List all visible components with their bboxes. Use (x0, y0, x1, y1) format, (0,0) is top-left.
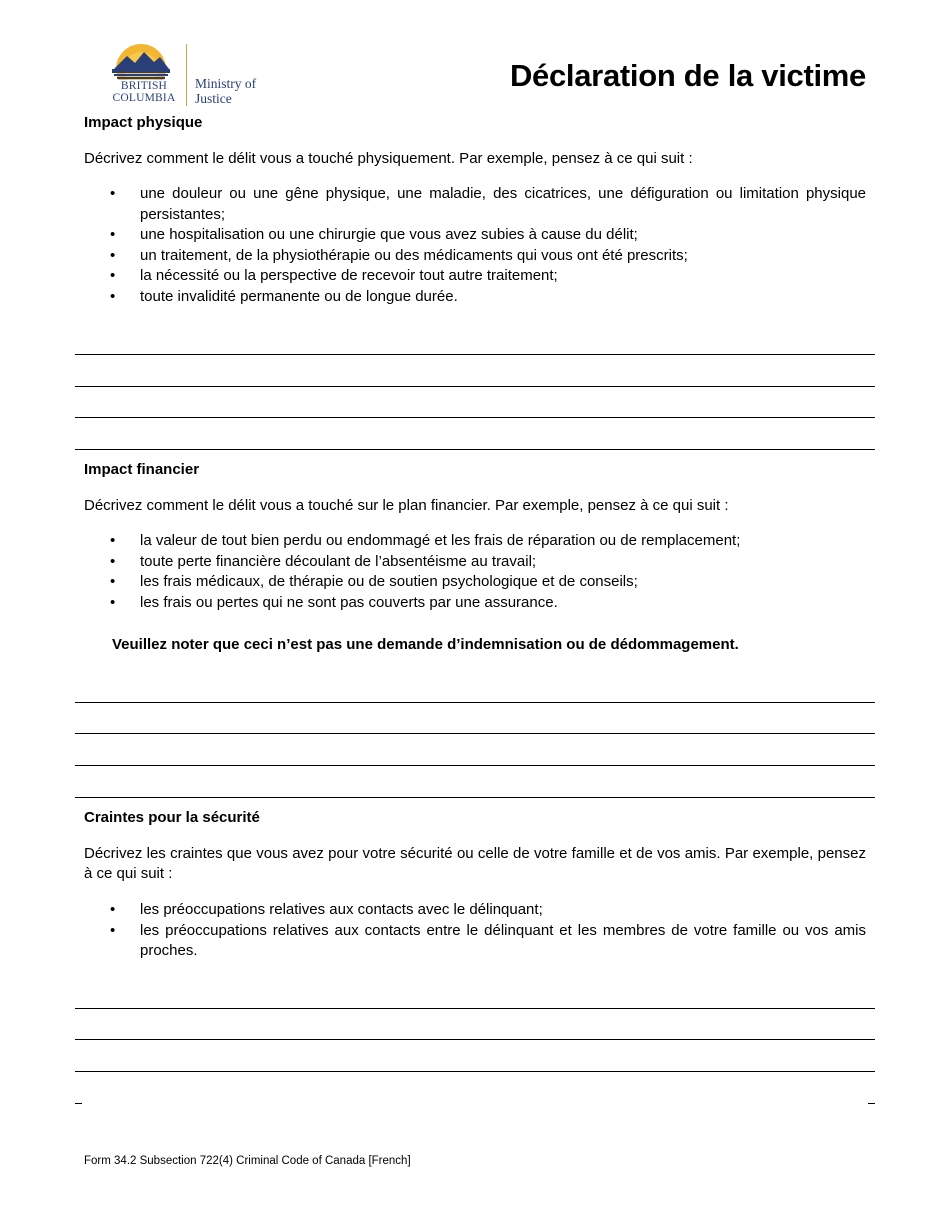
section-divider (75, 449, 875, 450)
section-heading-safety: Craintes pour la sécurité (84, 809, 260, 826)
list-item-text: un traitement, de la physiothérapie ou des médicaments qui vous ont été prescrits; (140, 246, 688, 264)
list-item-text: les frais ou pertes qui ne sont pas couverts par une assurance. (140, 593, 558, 611)
list-item (84, 572, 866, 593)
corner-mark-left (75, 1103, 82, 1104)
list-item (84, 552, 866, 573)
list-item (84, 921, 866, 962)
writing-line[interactable] (75, 1008, 875, 1009)
bullet-icon: • (110, 573, 116, 591)
writing-line[interactable] (75, 733, 875, 734)
writing-line[interactable] (75, 417, 875, 418)
list-item (84, 246, 866, 267)
list-item-text: les préoccupations relatives aux contacts entre le délinquant et les membres de votre famille ou vos amis proches. (140, 921, 866, 960)
bc-logo-line1: BRITISH (120, 80, 168, 92)
list-item-text: toute perte financière découlant de l’absentéisme au travail; (140, 552, 537, 570)
bullet-icon: • (110, 246, 116, 264)
list-item (84, 531, 866, 552)
section-intro-physical: Décrivez comment le délit vous a touché physiquement. Par exemple, pensez à ce qui suit : (84, 150, 693, 167)
bc-logo-text (106, 80, 182, 104)
list-item-text: une douleur ou une gêne physique, une maladie, des cicatrices, une défiguration ou limitation physique persistantes; (140, 185, 866, 223)
list-item-text: les préoccupations relatives aux contacts avec le délinquant; (140, 901, 543, 918)
list-item (84, 287, 866, 308)
logo-divider (186, 44, 187, 106)
corner-mark-right (868, 1103, 875, 1104)
list-item (84, 593, 866, 614)
writing-line[interactable] (75, 702, 875, 703)
list-item-text: toute invalidité permanente ou de longue durée. (140, 287, 458, 305)
list-item (84, 225, 866, 246)
bc-logo-line2: COLUMBIA (112, 92, 176, 104)
writing-line[interactable] (75, 354, 875, 355)
section-intro-safety: Décrivez les craintes que vous avez pour votre sécurité ou celle de votre famille et de vos amis. Par exemple, pensez à ce qui suit : (84, 845, 866, 882)
bullet-icon: • (110, 921, 116, 939)
list-item-text: la valeur de tout bien perdu ou endommagé et les frais de réparation ou de remplacement; (140, 532, 741, 549)
ministry-line1: Ministry of (195, 76, 257, 91)
section-intro-financial: Décrivez comment le délit vous a touché sur le plan financier. Par exemple, pensez à ce qui suit : (84, 497, 729, 514)
bullet-list-safety (84, 900, 866, 962)
writing-line[interactable] (75, 1071, 875, 1072)
list-item (84, 900, 866, 921)
section-divider (75, 797, 875, 798)
writing-line[interactable] (75, 1039, 875, 1040)
form-footer: Form 34.2 Subsection 722(4) Criminal Code of Canada [French] (84, 1155, 411, 1167)
list-item-text: les frais médicaux, de thérapie ou de soutien psychologique et de conseils; (140, 573, 638, 591)
bullet-icon: • (110, 287, 116, 305)
section-heading-financial: Impact financier (84, 461, 200, 478)
bullet-icon: • (110, 267, 116, 285)
section-heading-physical: Impact physique (84, 114, 203, 131)
bullet-icon: • (110, 901, 116, 918)
bullet-icon: • (110, 552, 116, 570)
list-item (84, 184, 866, 225)
bullet-icon: • (110, 532, 116, 549)
financial-note: Veuillez noter que ceci n’est pas une demande d’indemnisation ou de dédommagement. (112, 636, 739, 653)
bullet-list-physical (84, 184, 866, 308)
bullet-icon: • (110, 185, 116, 202)
bc-sun-mountains-icon (108, 42, 174, 80)
writing-line[interactable] (75, 386, 875, 387)
ministry-name (195, 76, 256, 106)
bullet-icon: • (110, 226, 116, 244)
list-item (84, 266, 866, 287)
page-title: Déclaration de la victime (509, 58, 866, 93)
writing-line[interactable] (75, 765, 875, 766)
bullet-icon: • (110, 593, 116, 611)
bc-logo (104, 42, 274, 108)
ministry-line2: Justice (195, 91, 232, 106)
list-item-text: la nécessité ou la perspective de recevoir tout autre traitement; (140, 267, 558, 285)
bullet-list-financial (84, 531, 866, 613)
list-item-text: une hospitalisation ou une chirurgie que vous avez subies à cause du délit; (140, 226, 638, 244)
